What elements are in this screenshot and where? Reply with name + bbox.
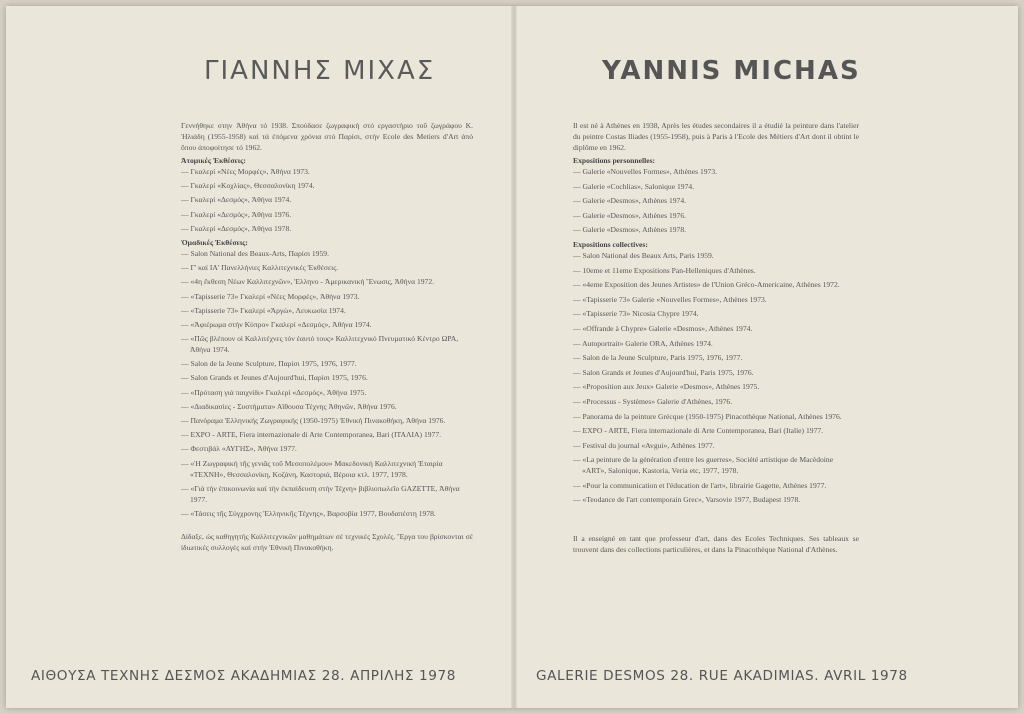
page-fold [511, 6, 517, 708]
list-item: — «Tapisserie 73» Γκαλερί «Νέες Μορφές», Ἀθήνα 1973. [181, 291, 360, 301]
greek-group-heading: Ὁμαδικές Ἐκθέσεις: [181, 237, 248, 247]
list-item: — «Offrande à Chypre» Galerie «Desmos», Athènes 1974. [573, 323, 753, 333]
list-item: — Salon de la Jeune Sculpture, Paris 1975, 1976, 1977. [573, 353, 743, 363]
french-solo-list [573, 166, 859, 235]
greek-title: ΓΙΑΝΝΗΣ ΜΙΧΑΣ [204, 56, 436, 86]
list-item: — Salon de la Jeune Sculpture, Παρίσι 1975, 1976, 1977. [181, 359, 357, 369]
list-item: — Salon Grands et Jeunes d'Aujourd'hui, Paris 1975, 1976. [573, 367, 754, 377]
list-item: — «Tapisserie 73» Galerie «Nouvelles Formes», Athènes 1973. [573, 294, 767, 304]
list-item: — «La peinture de la génération d'entre les guerres», Société artistique de Macèdoine «ART», Salonique, Kastoria, Veria etc, 1977, 1978. [573, 455, 834, 476]
list-item: — Γκαλερί «Δεσμός», Ἀθήνα 1976. [181, 209, 292, 219]
list-item: — Πανόραμα Ἑλληνικής Ζωγραφικής (1950-1975) Ἐθνική Πινακοθήκη, Ἀθήνα 1976. [181, 416, 446, 425]
greek-solo-heading: Ἀτομικές Ἐκθέσεις: [181, 156, 246, 165]
list-item: — «Τάσεις τῆς Σύγχρονης Ἑλληνικῆς Τέχνης», Βαρσοβία 1977, Βουδαπέστη 1978. [181, 508, 436, 518]
french-group-heading: Expositions collectives: [573, 239, 648, 249]
list-item: — Galerie «Desmos», Athènes 1974. [573, 196, 687, 206]
list-item: — 10eme et 11eme Expositions Pan-Helleniques d'Athènes. [573, 265, 756, 275]
list-item: — «Διαδικασίες - Συστήματα» Αἴθουσα Τέχνης Ἀθηνῶν, Ἀθήνα 1976. [181, 401, 397, 411]
list-item: — Autoportrait» Galerie ORA, Athènes 1974. [573, 338, 713, 348]
list-item: — Galerie «Cochlias», Salonique 1974. [573, 181, 695, 191]
list-item: — «Ἀφιέρωμα στήν Κύπρο» Γκαλερί «Δεσμός», Ἀθήνα 1974. [181, 319, 372, 329]
list-item: — Salon National des Beaux Arts, Paris 1959. [573, 250, 714, 260]
greek-group-list [181, 248, 473, 519]
list-item: — «Processus - Systèmes» Galerie d'Athènes, 1976. [573, 396, 733, 406]
list-item: — «Tapisserie 73» Γκαλερί «Ἀργώ», Λευκωσία 1974. [181, 305, 346, 315]
list-item: — «Teodance de l'art contemporain Grec», Varsovie 1977, Budapest 1978. [573, 495, 801, 505]
list-item: — «Πῶς βλέπουν οἱ Καλλιτέχνες τόν ἑαυτό τους» Καλλιτεχνικό Πνευματικό Κέντρο ΩΡΑ, Ἀθήνα 1974. [181, 334, 459, 355]
list-item: — Galerie «Desmos», Athènes 1978. [573, 225, 687, 235]
list-item: — Salon National des Beaux-Arts, Παρίσι 1959. [181, 248, 329, 258]
greek-footer: ΑΙΘΟΥΣΑ ΤΕΧΝΗΣ ΔΕΣΜΟΣ ΑΚΑΔΗΜΙΑΣ 28. ΑΠΡΙΛΗΣ 1978 [31, 668, 457, 684]
list-item: — «Ἡ Ζωγραφική τῆς γενιᾶς τοῦ Μεσοπολέμου» Μακεδονική Καλλιτεχνική Ἑταιρία «ΤΕΧΝΗ», Θεσσαλονίκη, Κοζάνη, Καστοριά, Βέροια κτλ. 1977, 1978. [181, 458, 443, 479]
list-item: — Panorama de la peinture Grécque (1950-1975) Pinacothèque National, Athènes 1976. [573, 411, 842, 421]
french-intro: Il est né à Athènes en 1938, Après les études secondaires il a étudié la peinture dans l'atelier du peintre Costas Iliades (1955-1958), puis à Paris à l'Ecole des Métiers d'Art dont il obtint le diplôme en 1962. [573, 121, 859, 152]
list-item: — Γκαλερί «Νέες Μορφές», Ἀθήνα 1973. [181, 167, 310, 176]
greek-biography [181, 120, 473, 553]
french-title: YANNIS MICHAS [602, 56, 861, 86]
list-item: — Galerie «Desmos», Athènes 1976. [573, 210, 687, 220]
list-item: — «Proposition aux Jeux» Galerie «Desmos», Athènes 1975. [573, 382, 760, 392]
list-item: — Galerie «Nouvelles Formes», Athènes 1973. [573, 167, 718, 176]
list-item: — «Pour la communication et l'éducation de l'art», librairie Gagette, Athènes 1977. [573, 480, 827, 490]
list-item: — EXPO - ARTE, Fiera internazionale di Arte Contemporanea, Bari (Italie) 1977. [573, 426, 824, 436]
list-item: — EXPO - ARTE, Fiera internazionale di Arte Contemporanea, Bari (ΙΤΑΛΙΑ) 1977. [181, 430, 442, 440]
french-solo-heading: Expositions personnelles: [573, 156, 656, 165]
greek-solo-list [181, 166, 473, 234]
list-item: — «Γιά τήν ἐπικοινωνία καί τήν ἐκπαίδευση στήν Τέχνη» βιβλιοπωλεῖο GAZETTE, Ἀθήνα 1977. [181, 483, 460, 504]
list-item: — Festival du journal «Avgui», Athènes 1977. [573, 440, 715, 450]
list-item: — «Πρόταση γιά παιχνίδι» Γκαλερί «Δεσμός», Ἀθήνα 1975. [181, 387, 367, 397]
list-item: — Γκαλερί «Δεσμός», Ἀθήνα 1978. [181, 223, 292, 233]
list-item: — «Tapisserie 73» Nicosia Chypre 1974. [573, 309, 699, 319]
list-item: — «4η ἔκθεση Νέων Καλλιτεχνῶν», Ἑλληνο - Ἀμερικανική Ἕνωσις, Ἀθήνα 1972. [181, 277, 435, 287]
list-item: — Γκαλερί «Κοχλίας», Θεσσαλονίκη 1974. [181, 181, 315, 191]
french-outro: Il a enseigné en tant que professeur d'art, dans des Ecoles Techniques. Ses tableaux se trouvent dans des collections particulières, et dans la Pinacothèque National d'Athènes. [573, 534, 859, 555]
list-item: — «4eme Exposition des Jeunes Artistes» de l'Union Gréco-Americaine, Athènes 1972. [573, 280, 840, 290]
french-group-list [573, 250, 859, 506]
greek-intro: Γεννήθηκε στην Ἀθήνα τό 1938. Σπούδασε ζωγραφική στό εργαστήριο τοῦ ζωγράφου Κ. Ἠλιάδη (1955-1958) καί τά ἐπόμενα χρόνια στό Παρίσι, στήν Ecole des Metiers d'Art ἀπό ὅπου ἀποφοίτησε τό 1962. [181, 121, 473, 152]
list-item: — Γ' καί ΙΑ' Πανελλήνιες Καλλιτεχνικές Ἐκθέσεις. [181, 263, 339, 273]
greek-outro: Δίδαξε, ὡς καθηγητής Καλλιτεχνικῶν μαθημάτων σέ τεχνικές Σχολές. Ἔργα του βρίσκονται σέ ἰδιωτικές συλλογές καί στήν Ἐθνική Πινακοθήκη. [181, 531, 473, 552]
catalogue-spread [6, 6, 1018, 708]
list-item: — Φεστιβάλ «ΑΥΓΗΣ», Ἀθήνα 1977. [181, 444, 297, 454]
list-item: — Salon Grands et Jeunes d'Aujourd'hui, Παρίσι 1975, 1976. [181, 373, 368, 383]
french-footer: GALERIE DESMOS 28. RUE AKADIMIAS. AVRIL 1978 [536, 668, 908, 684]
list-item: — Γκαλερί «Δεσμός», Ἀθήνα 1974. [181, 195, 292, 205]
french-biography [573, 120, 859, 555]
